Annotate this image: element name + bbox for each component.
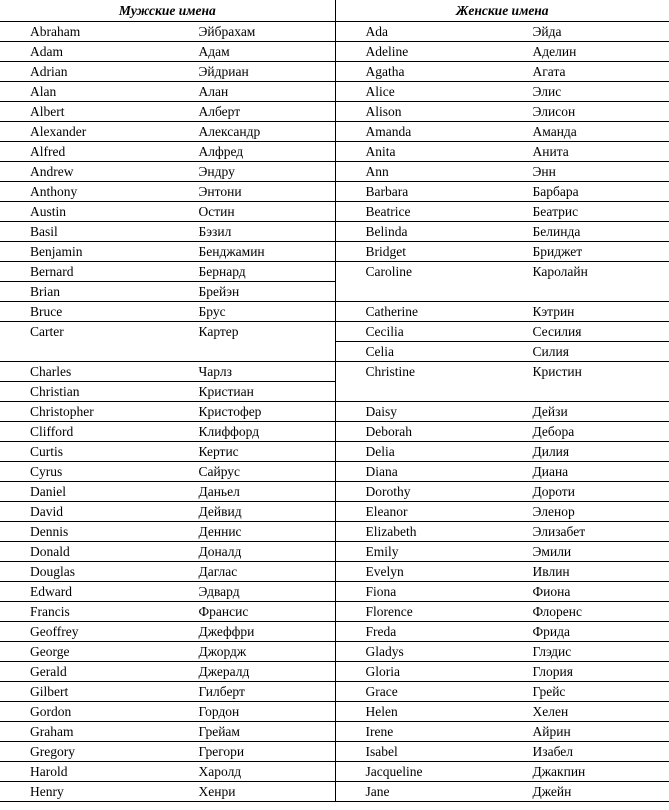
male-name-english: Cyrus (0, 462, 168, 482)
table-row (0, 562, 669, 582)
male-name-english: Alan (0, 82, 168, 102)
male-name-english: Anthony (0, 182, 168, 202)
male-name-english: Bruce (0, 302, 168, 322)
male-name-english: Francis (0, 602, 168, 622)
male-name-russian: Дейвид (168, 502, 335, 522)
table-row (0, 662, 669, 682)
male-name-russian: Брус (168, 302, 335, 322)
table-row (0, 442, 669, 462)
male-name-russian: Даглас (168, 562, 335, 582)
female-name-russian: Бриджет (502, 242, 669, 262)
table-row (0, 222, 669, 242)
female-name-english: Isabel (335, 742, 502, 762)
male-name-english: Gerald (0, 662, 168, 682)
female-name-english: Jane (335, 782, 502, 802)
female-name-english: Evelyn (335, 562, 502, 582)
male-name-english: Austin (0, 202, 168, 222)
male-name-english: Adam (0, 42, 168, 62)
male-name-russian: Эйбрахам (168, 22, 335, 42)
male-name-english: Christian (0, 382, 168, 402)
header-row (0, 0, 669, 22)
table-row (0, 302, 669, 322)
male-name-russian: Энтони (168, 182, 335, 202)
female-name-russian: Энн (502, 162, 669, 182)
male-name-russian: Хенри (168, 782, 335, 802)
male-name-russian: Адам (168, 42, 335, 62)
female-name-english: Diana (335, 462, 502, 482)
male-name-russian: Алан (168, 82, 335, 102)
male-name-english: Carter (0, 322, 168, 362)
male-names-header: Мужские имена (0, 0, 335, 22)
table-row (0, 622, 669, 642)
male-name-russian: Картер (168, 322, 335, 362)
female-name-russian: Дейзи (502, 402, 669, 422)
female-name-russian: Кристин (502, 362, 669, 402)
female-name-english: Amanda (335, 122, 502, 142)
male-name-russian: Эйдриан (168, 62, 335, 82)
table-row (0, 742, 669, 762)
female-name-russian: Эмили (502, 542, 669, 562)
table-row (0, 142, 669, 162)
table-row (0, 582, 669, 602)
male-name-english: Graham (0, 722, 168, 742)
male-name-english: Edward (0, 582, 168, 602)
male-name-english: David (0, 502, 168, 522)
male-name-russian: Остин (168, 202, 335, 222)
table-row (0, 422, 669, 442)
female-name-english: Dorothy (335, 482, 502, 502)
female-name-english: Elizabeth (335, 522, 502, 542)
male-name-english: Donald (0, 542, 168, 562)
male-name-russian: Эдвард (168, 582, 335, 602)
table-row (0, 22, 669, 42)
female-name-english: Gloria (335, 662, 502, 682)
female-name-english: Delia (335, 442, 502, 462)
male-name-english: Benjamin (0, 242, 168, 262)
table-row (0, 762, 669, 782)
female-name-english: Belinda (335, 222, 502, 242)
female-name-english: Ada (335, 22, 502, 42)
female-name-russian: Фиона (502, 582, 669, 602)
female-name-russian: Хелен (502, 702, 669, 722)
female-name-russian: Агата (502, 62, 669, 82)
female-name-russian: Флоренс (502, 602, 669, 622)
female-name-russian: Барбара (502, 182, 669, 202)
female-name-russian: Элисон (502, 102, 669, 122)
table-row (0, 402, 669, 422)
table-row (0, 502, 669, 522)
table-row (0, 42, 669, 62)
male-name-english: Gregory (0, 742, 168, 762)
table-row (0, 162, 669, 182)
male-name-english: Basil (0, 222, 168, 242)
male-name-russian: Деннис (168, 522, 335, 542)
male-name-russian: Грегори (168, 742, 335, 762)
table-row (0, 682, 669, 702)
table-row (0, 542, 669, 562)
table-row (0, 122, 669, 142)
male-name-russian: Харолд (168, 762, 335, 782)
male-name-english: Adrian (0, 62, 168, 82)
female-name-russian: Сесилия (502, 322, 669, 342)
table-row (0, 462, 669, 482)
table-row (0, 722, 669, 742)
male-name-russian: Даньел (168, 482, 335, 502)
male-name-english: Alfred (0, 142, 168, 162)
table-row (0, 202, 669, 222)
female-name-russian: Аделин (502, 42, 669, 62)
female-name-russian: Каролайн (502, 262, 669, 302)
male-name-russian: Джордж (168, 642, 335, 662)
female-name-russian: Дилия (502, 442, 669, 462)
female-name-russian: Глория (502, 662, 669, 682)
female-name-russian: Джейн (502, 782, 669, 802)
table-row (0, 182, 669, 202)
male-name-english: Douglas (0, 562, 168, 582)
male-name-english: Gilbert (0, 682, 168, 702)
female-name-english: Jacqueline (335, 762, 502, 782)
female-name-english: Catherine (335, 302, 502, 322)
female-name-russian: Элизабет (502, 522, 669, 542)
female-name-russian: Айрин (502, 722, 669, 742)
female-name-english: Daisy (335, 402, 502, 422)
female-name-english: Adeline (335, 42, 502, 62)
male-name-english: Clifford (0, 422, 168, 442)
female-name-english: Florence (335, 602, 502, 622)
male-name-russian: Кристофер (168, 402, 335, 422)
female-name-russian: Изабел (502, 742, 669, 762)
table-row (0, 262, 669, 282)
table-row (0, 102, 669, 122)
female-name-english: Freda (335, 622, 502, 642)
male-name-russian: Алфред (168, 142, 335, 162)
female-name-english: Cecilia (335, 322, 502, 342)
female-name-russian: Дороти (502, 482, 669, 502)
female-name-russian: Элис (502, 82, 669, 102)
male-name-english: Christopher (0, 402, 168, 422)
female-name-english: Gladys (335, 642, 502, 662)
female-name-english: Celia (335, 342, 502, 362)
female-name-russian: Ивлин (502, 562, 669, 582)
male-name-english: Harold (0, 762, 168, 782)
female-name-russian: Эйда (502, 22, 669, 42)
female-name-english: Emily (335, 542, 502, 562)
male-name-russian: Джеффри (168, 622, 335, 642)
female-names-header: Женские имена (335, 0, 669, 22)
female-name-english: Alison (335, 102, 502, 122)
table-row (0, 642, 669, 662)
male-name-russian: Грейам (168, 722, 335, 742)
male-name-russian: Алберт (168, 102, 335, 122)
male-name-english: Alexander (0, 122, 168, 142)
table-row (0, 62, 669, 82)
female-name-russian: Диана (502, 462, 669, 482)
male-name-russian: Бернард (168, 262, 335, 282)
female-name-english: Agatha (335, 62, 502, 82)
female-name-english: Deborah (335, 422, 502, 442)
female-name-russian: Белинда (502, 222, 669, 242)
male-name-russian: Бэзил (168, 222, 335, 242)
table-row (0, 242, 669, 262)
male-name-english: Dennis (0, 522, 168, 542)
female-name-russian: Джакпин (502, 762, 669, 782)
names-body (0, 22, 669, 802)
female-name-russian: Эленор (502, 502, 669, 522)
male-name-russian: Александр (168, 122, 335, 142)
male-name-english: Brian (0, 282, 168, 302)
female-name-russian: Анита (502, 142, 669, 162)
female-name-russian: Грейс (502, 682, 669, 702)
male-name-english: George (0, 642, 168, 662)
male-name-english: Gordon (0, 702, 168, 722)
male-name-russian: Бенджамин (168, 242, 335, 262)
male-name-english: Henry (0, 782, 168, 802)
female-name-english: Caroline (335, 262, 502, 302)
male-name-russian: Франсис (168, 602, 335, 622)
female-name-english: Ann (335, 162, 502, 182)
female-name-english: Christine (335, 362, 502, 402)
female-name-english: Fiona (335, 582, 502, 602)
female-name-russian: Дебора (502, 422, 669, 442)
table-row (0, 82, 669, 102)
female-name-russian: Кэтрин (502, 302, 669, 322)
male-name-english: Bernard (0, 262, 168, 282)
male-name-russian: Сайрус (168, 462, 335, 482)
male-name-russian: Доналд (168, 542, 335, 562)
table-row (0, 702, 669, 722)
male-name-english: Geoffrey (0, 622, 168, 642)
female-name-english: Eleanor (335, 502, 502, 522)
female-name-english: Anita (335, 142, 502, 162)
table-row (0, 782, 669, 802)
female-name-russian: Аманда (502, 122, 669, 142)
table-row (0, 482, 669, 502)
female-name-english: Alice (335, 82, 502, 102)
male-name-english: Curtis (0, 442, 168, 462)
male-name-russian: Джералд (168, 662, 335, 682)
table-row (0, 362, 669, 382)
male-name-russian: Клиффорд (168, 422, 335, 442)
male-name-russian: Гордон (168, 702, 335, 722)
female-name-english: Grace (335, 682, 502, 702)
male-name-english: Daniel (0, 482, 168, 502)
male-name-russian: Эндру (168, 162, 335, 182)
male-name-russian: Брейэн (168, 282, 335, 302)
male-name-russian: Кристиан (168, 382, 335, 402)
male-name-english: Abraham (0, 22, 168, 42)
male-name-russian: Кертис (168, 442, 335, 462)
male-name-russian: Гилберт (168, 682, 335, 702)
male-name-english: Charles (0, 362, 168, 382)
table-row (0, 522, 669, 542)
table-row (0, 602, 669, 622)
male-name-english: Albert (0, 102, 168, 122)
female-name-english: Bridget (335, 242, 502, 262)
female-name-english: Beatrice (335, 202, 502, 222)
female-name-english: Helen (335, 702, 502, 722)
female-name-russian: Фрида (502, 622, 669, 642)
female-name-russian: Беатрис (502, 202, 669, 222)
table-row (0, 322, 669, 342)
female-name-english: Barbara (335, 182, 502, 202)
female-name-russian: Силия (502, 342, 669, 362)
female-name-russian: Глэдис (502, 642, 669, 662)
female-name-english: Irene (335, 722, 502, 742)
male-name-russian: Чарлз (168, 362, 335, 382)
male-name-english: Andrew (0, 162, 168, 182)
